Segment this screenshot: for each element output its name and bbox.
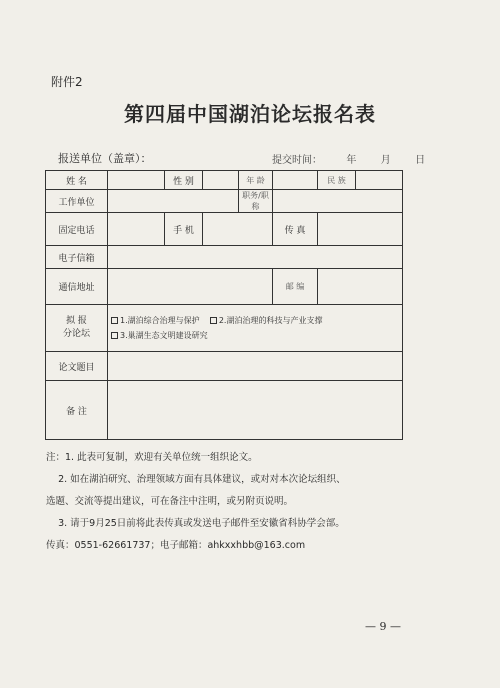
- forum-label: 拟 报 分论坛: [46, 305, 108, 352]
- address-label: 通信地址: [46, 269, 108, 305]
- month-label: 月: [380, 155, 391, 166]
- age-label: 年 龄: [239, 171, 273, 190]
- unit-label: 报送单位（盖章）：: [58, 152, 152, 165]
- work-unit-label: 工作单位: [46, 190, 108, 213]
- email-label: 电子信箱: [46, 246, 108, 269]
- form-title: 第四届中国湖泊论坛报名表: [124, 102, 376, 126]
- table-row: [46, 246, 403, 269]
- submit-time: [272, 151, 425, 166]
- notes: [46, 447, 426, 557]
- gender-label: 性 别: [165, 171, 203, 190]
- mobile-field[interactable]: [203, 213, 273, 246]
- table-row: [46, 381, 403, 440]
- table-row: [46, 213, 403, 246]
- ethnicity-label: 民 族: [318, 171, 356, 190]
- note-line: 注：1. 此表可复制，欢迎有关单位统一组织论文。: [46, 452, 258, 463]
- option1-label: 1.湖泊综合治理与保护: [120, 316, 200, 325]
- name-label: 姓 名: [46, 171, 108, 190]
- remarks-field[interactable]: [108, 381, 403, 440]
- option3-checkbox[interactable]: [111, 331, 208, 340]
- submit-time-label: 提交时间：: [272, 155, 322, 166]
- work-unit-field[interactable]: [108, 190, 239, 213]
- postcode-label: 邮 编: [273, 269, 318, 305]
- note-line: 3. 请于9月25日前将此表传真或发送电子邮件至安徽省科协学会部。: [46, 518, 345, 529]
- name-field[interactable]: [108, 171, 165, 190]
- option1-checkbox[interactable]: [111, 316, 200, 325]
- year-label: 年: [346, 155, 357, 166]
- registration-table: [45, 170, 403, 440]
- position-field[interactable]: [273, 190, 403, 213]
- mobile-label: 手 机: [165, 213, 203, 246]
- table-row: [46, 305, 403, 352]
- fax-field[interactable]: [318, 213, 403, 246]
- landline-field[interactable]: [108, 213, 165, 246]
- table-row: [46, 269, 403, 305]
- gender-field[interactable]: [203, 171, 239, 190]
- address-field[interactable]: [108, 269, 273, 305]
- fax-label: 传 真: [273, 213, 318, 246]
- landline-label: 固定电话: [46, 213, 108, 246]
- option2-checkbox[interactable]: [210, 316, 323, 325]
- postcode-field[interactable]: [318, 269, 403, 305]
- table-row: [46, 190, 403, 213]
- table-row: [46, 171, 403, 190]
- option3-label: 3.巢湖生态文明建设研究: [120, 331, 208, 340]
- age-field[interactable]: [273, 171, 318, 190]
- ethnicity-field[interactable]: [356, 171, 403, 190]
- page-number: — 9 —: [365, 620, 401, 633]
- forum-options: [108, 305, 403, 352]
- remarks-label: 备 注: [46, 381, 108, 440]
- paper-title-label: 论文题目: [46, 352, 108, 381]
- email-field[interactable]: [108, 246, 403, 269]
- paper-title-field[interactable]: [108, 352, 403, 381]
- note-line: 传真：0551-62661737；电子邮箱：ahkxxhbb@163.com: [46, 540, 306, 551]
- note-line: 2. 如在湖泊研究、治理领域方面有具体建议，或对对本次论坛组织、: [46, 474, 346, 485]
- day-label: 日: [415, 155, 426, 166]
- appendix-label: 附件2: [51, 75, 83, 89]
- note-line: 选题、交流等提出建议，可在备注中注明，或另附页说明。: [46, 496, 294, 507]
- table-row: [46, 352, 403, 381]
- position-label: 职务/职称: [239, 190, 273, 213]
- option2-label: 2.湖泊治理的科技与产业支撑: [218, 316, 323, 325]
